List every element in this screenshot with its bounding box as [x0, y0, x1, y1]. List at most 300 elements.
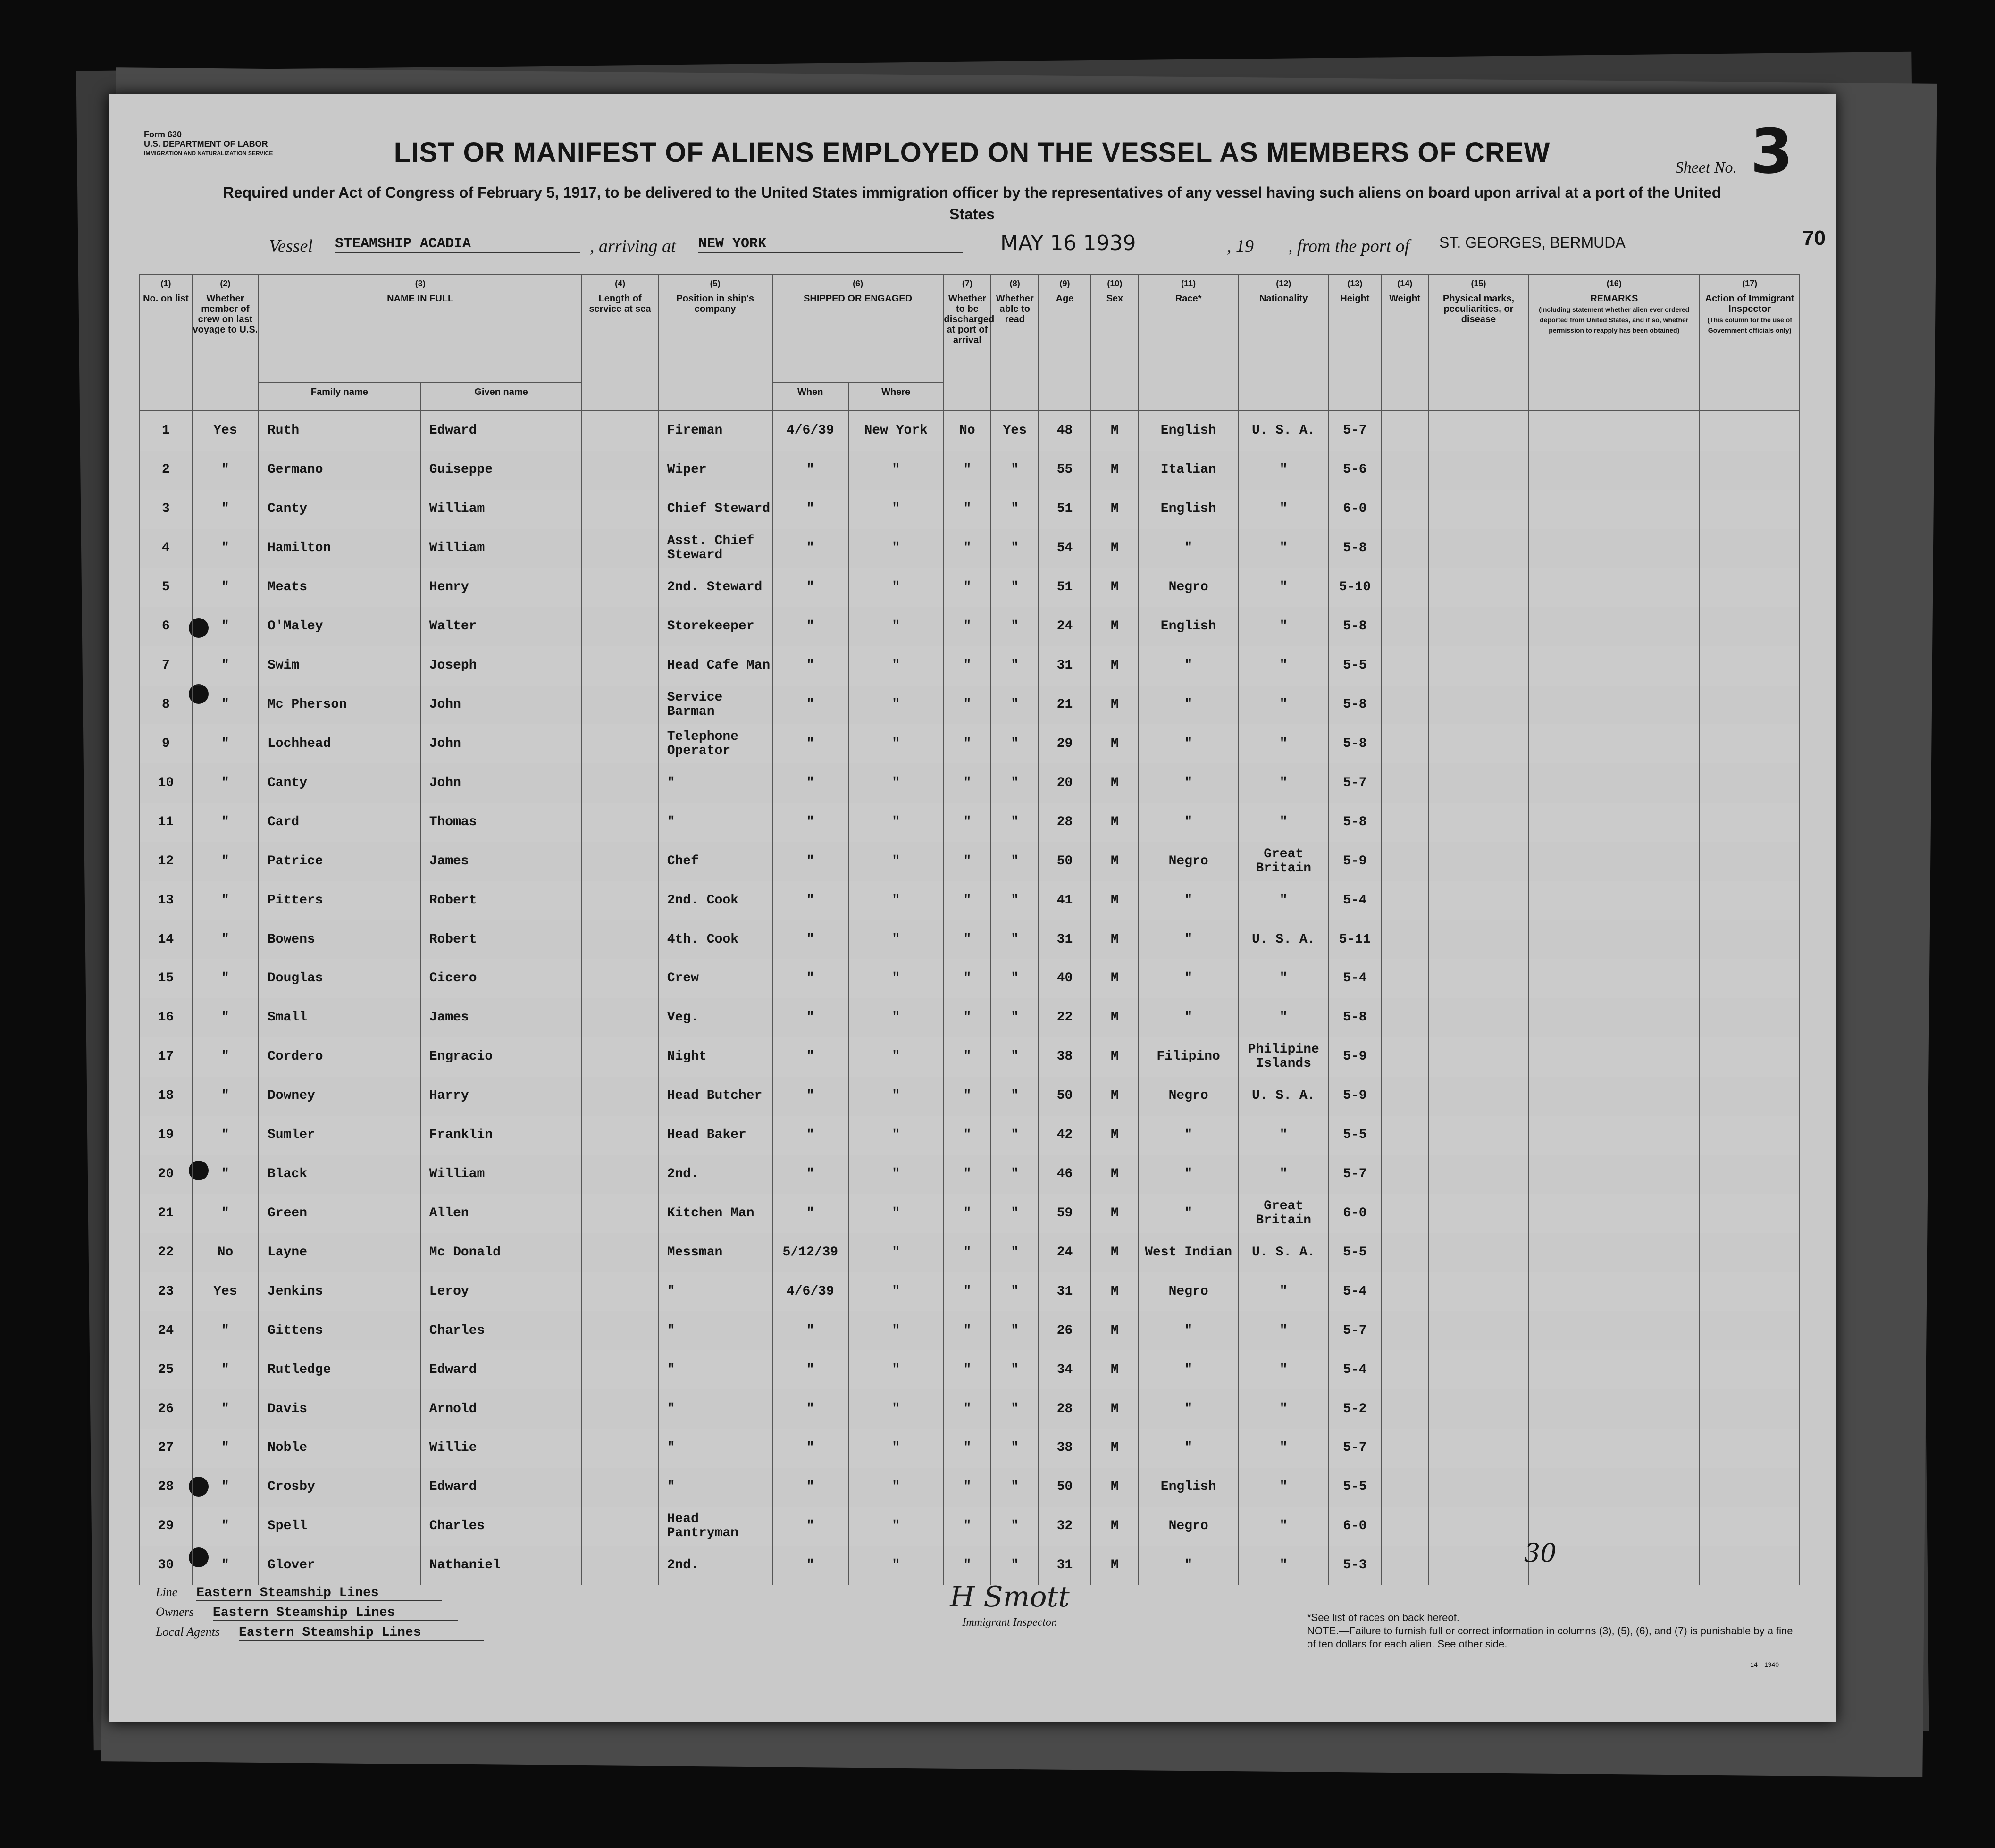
position-cell: Service Barman — [658, 686, 772, 725]
weight-cell — [1381, 1194, 1429, 1233]
shipped-when-cell: " — [772, 1389, 848, 1429]
discharged-cell: " — [944, 1546, 991, 1585]
row-number-cell: 8 — [140, 686, 192, 725]
sex-cell: M — [1091, 607, 1139, 646]
sex-cell: M — [1091, 881, 1139, 920]
height-cell: 5-8 — [1329, 998, 1381, 1037]
weight-cell — [1381, 959, 1429, 998]
family-name-cell: Bowens — [259, 920, 420, 959]
service-length-cell — [582, 1389, 658, 1429]
age-cell: 41 — [1039, 881, 1091, 920]
shipped-when-cell: " — [772, 1546, 848, 1585]
race-cell: " — [1139, 998, 1239, 1037]
remarks-cell — [1528, 803, 1700, 842]
family-name-cell: Noble — [259, 1429, 420, 1468]
last-voyage-cell: " — [192, 763, 259, 803]
height-cell: 5-7 — [1329, 1155, 1381, 1194]
able-to-read-cell: " — [991, 842, 1039, 881]
given-name-cell: Mc Donald — [420, 1233, 582, 1272]
inspector-action-cell — [1700, 803, 1800, 842]
family-name-cell: Small — [259, 998, 420, 1037]
physical-marks-cell — [1429, 1429, 1529, 1468]
race-cell: " — [1139, 724, 1239, 763]
table-row — [140, 1037, 1800, 1077]
row-number-cell: 22 — [140, 1233, 192, 1272]
last-voyage-cell: Yes — [192, 411, 259, 451]
table-row — [140, 803, 1800, 842]
family-name-cell: Jenkins — [259, 1272, 420, 1311]
col-sex-header: (10) Sex — [1091, 274, 1139, 411]
nationality-cell: Philipine Islands — [1238, 1037, 1329, 1077]
discharged-cell: " — [944, 959, 991, 998]
race-cell: " — [1139, 803, 1239, 842]
shipped-where-cell: " — [848, 1116, 944, 1155]
position-cell: 2nd. Steward — [658, 568, 772, 607]
shipped-where-cell: " — [848, 529, 944, 568]
given-name-cell: Charles — [420, 1507, 582, 1546]
discharged-cell: " — [944, 842, 991, 881]
last-voyage-cell: " — [192, 959, 259, 998]
shipped-where-cell: " — [848, 490, 944, 529]
race-cell: Negro — [1139, 1507, 1239, 1546]
given-name-cell: Willie — [420, 1429, 582, 1468]
family-name-cell: Davis — [259, 1389, 420, 1429]
last-voyage-cell: " — [192, 1155, 259, 1194]
height-cell: 5-9 — [1329, 842, 1381, 881]
race-cell: " — [1139, 920, 1239, 959]
remarks-cell — [1528, 724, 1700, 763]
row-number-cell: 13 — [140, 881, 192, 920]
given-name-cell: Thomas — [420, 803, 582, 842]
discharged-cell: " — [944, 724, 991, 763]
service-length-cell — [582, 724, 658, 763]
departure-port: ST. GEORGES, BERMUDA — [1439, 234, 1626, 251]
col-nationality-header: (12) Nationality — [1238, 274, 1329, 411]
row-number-cell: 7 — [140, 646, 192, 686]
row-number-cell: 4 — [140, 529, 192, 568]
height-cell: 5-9 — [1329, 1077, 1381, 1116]
last-voyage-cell: " — [192, 607, 259, 646]
col-where-header: Where — [848, 383, 944, 411]
shipped-when-cell: " — [772, 763, 848, 803]
row-number-cell: 28 — [140, 1468, 192, 1507]
family-name-cell: Mc Pherson — [259, 686, 420, 725]
given-name-cell: Guiseppe — [420, 451, 582, 490]
shipped-when-cell: " — [772, 1311, 848, 1350]
family-name-cell: Spell — [259, 1507, 420, 1546]
col-service-header: (4) Length of service at sea — [582, 274, 658, 411]
age-cell: 59 — [1039, 1194, 1091, 1233]
discharged-cell: " — [944, 1272, 991, 1311]
height-cell: 6-0 — [1329, 1194, 1381, 1233]
able-to-read-cell: " — [991, 724, 1039, 763]
physical-marks-cell — [1429, 763, 1529, 803]
shipped-where-cell: " — [848, 686, 944, 725]
height-cell: 5-4 — [1329, 959, 1381, 998]
position-cell: 2nd. — [658, 1155, 772, 1194]
physical-marks-cell — [1429, 842, 1529, 881]
remarks-cell — [1528, 490, 1700, 529]
given-name-cell: Robert — [420, 920, 582, 959]
race-cell: Negro — [1139, 1077, 1239, 1116]
race-cell: West Indian — [1139, 1233, 1239, 1272]
given-name-cell: Arnold — [420, 1389, 582, 1429]
position-cell: " — [658, 1272, 772, 1311]
weight-cell — [1381, 881, 1429, 920]
nationality-cell: " — [1238, 568, 1329, 607]
discharged-cell: " — [944, 529, 991, 568]
shipped-where-cell: " — [848, 724, 944, 763]
family-name-cell: Douglas — [259, 959, 420, 998]
height-cell: 5-4 — [1329, 1272, 1381, 1311]
page-subtitle: Required under Act of Congress of February 5, 1917, to be delivered to the United States immigration officer by the representatives of any vessel having such aliens on board upon arrival at a port of the United States — [223, 184, 1721, 223]
last-voyage-cell: " — [192, 568, 259, 607]
service-length-cell — [582, 998, 658, 1037]
weight-cell — [1381, 1233, 1429, 1272]
col-height-header: (13) Height — [1329, 274, 1381, 411]
age-cell: 42 — [1039, 1116, 1091, 1155]
shipped-when-cell: " — [772, 1350, 848, 1389]
remarks-cell — [1528, 920, 1700, 959]
shipped-when-cell: " — [772, 451, 848, 490]
crew-rows — [140, 411, 1800, 1585]
height-cell: 5-8 — [1329, 607, 1381, 646]
height-cell: 5-9 — [1329, 1037, 1381, 1077]
family-name-cell: Crosby — [259, 1468, 420, 1507]
able-to-read-cell: " — [991, 1546, 1039, 1585]
able-to-read-cell: " — [991, 1233, 1039, 1272]
physical-marks-cell — [1429, 959, 1529, 998]
able-to-read-cell: " — [991, 1311, 1039, 1350]
position-cell: " — [658, 1350, 772, 1389]
discharged-cell: " — [944, 1037, 991, 1077]
remarks-cell — [1528, 1116, 1700, 1155]
discharged-cell: No — [944, 411, 991, 451]
remarks-cell — [1528, 1194, 1700, 1233]
service-length-cell — [582, 1272, 658, 1311]
discharged-cell: " — [944, 1155, 991, 1194]
age-cell: 50 — [1039, 842, 1091, 881]
form-code: 14—1940 — [1750, 1661, 1779, 1668]
physical-marks-cell — [1429, 1233, 1529, 1272]
family-name-cell: Green — [259, 1194, 420, 1233]
position-cell: " — [658, 1429, 772, 1468]
col-age-header: (9) Age — [1039, 274, 1091, 411]
given-name-cell: William — [420, 1155, 582, 1194]
remarks-cell — [1528, 842, 1700, 881]
col-family-header: Family name — [259, 383, 420, 411]
last-voyage-cell: " — [192, 1116, 259, 1155]
physical-marks-cell — [1429, 1468, 1529, 1507]
sex-cell: M — [1091, 1389, 1139, 1429]
physical-marks-cell — [1429, 803, 1529, 842]
sex-cell: M — [1091, 842, 1139, 881]
physical-marks-cell — [1429, 1350, 1529, 1389]
year-label: , 19 — [1227, 236, 1254, 256]
sex-cell: M — [1091, 1037, 1139, 1077]
row-number-cell: 20 — [140, 1155, 192, 1194]
discharged-cell: " — [944, 646, 991, 686]
position-cell: " — [658, 1389, 772, 1429]
list-number: 70 — [1802, 226, 1826, 250]
inspector-action-cell — [1700, 646, 1800, 686]
able-to-read-cell: " — [991, 646, 1039, 686]
last-voyage-cell: " — [192, 803, 259, 842]
inspector-action-cell — [1700, 568, 1800, 607]
race-cell: Negro — [1139, 842, 1239, 881]
weight-cell — [1381, 1546, 1429, 1585]
height-cell: 5-6 — [1329, 451, 1381, 490]
col-physical-header: (15) Physical marks, peculiarities, or disease — [1429, 274, 1529, 411]
inspector-action-cell — [1700, 529, 1800, 568]
last-voyage-cell: Yes — [192, 1272, 259, 1311]
remarks-cell — [1528, 959, 1700, 998]
shipped-where-cell: " — [848, 451, 944, 490]
sex-cell: M — [1091, 998, 1139, 1037]
sex-cell: M — [1091, 1116, 1139, 1155]
family-name-cell: Swim — [259, 646, 420, 686]
race-cell: " — [1139, 881, 1239, 920]
shipped-where-cell: " — [848, 842, 944, 881]
shipped-where-cell: " — [848, 763, 944, 803]
able-to-read-cell: " — [991, 1389, 1039, 1429]
row-number-cell: 29 — [140, 1507, 192, 1546]
remarks-cell — [1528, 451, 1700, 490]
table-row — [140, 1233, 1800, 1272]
remarks-cell — [1528, 1350, 1700, 1389]
given-name-cell: James — [420, 998, 582, 1037]
weight-cell — [1381, 686, 1429, 725]
able-to-read-cell: " — [991, 607, 1039, 646]
shipped-where-cell: " — [848, 1037, 944, 1077]
physical-marks-cell — [1429, 607, 1529, 646]
table-row — [140, 998, 1800, 1037]
age-cell: 51 — [1039, 490, 1091, 529]
sex-cell: M — [1091, 1233, 1139, 1272]
shipped-where-cell: " — [848, 881, 944, 920]
inspector-action-cell — [1700, 959, 1800, 998]
row-number-cell: 26 — [140, 1389, 192, 1429]
able-to-read-cell: " — [991, 920, 1039, 959]
height-cell: 5-8 — [1329, 529, 1381, 568]
physical-marks-cell — [1429, 1194, 1529, 1233]
race-cell: " — [1139, 1311, 1239, 1350]
discharged-cell: " — [944, 1233, 991, 1272]
form-number: Form 630 — [144, 130, 182, 139]
sheet-number-label: Sheet No. — [1675, 159, 1737, 176]
inspector-action-cell — [1700, 998, 1800, 1037]
race-cell: Negro — [1139, 1272, 1239, 1311]
position-cell: Head Pantryman — [658, 1507, 772, 1546]
height-cell: 5-4 — [1329, 1350, 1381, 1389]
inspector-label: Immigrant Inspector. — [911, 1614, 1109, 1629]
race-cell: English — [1139, 1468, 1239, 1507]
family-name-cell: Canty — [259, 763, 420, 803]
remarks-cell — [1528, 881, 1700, 920]
given-name-cell: Edward — [420, 1350, 582, 1389]
inspector-action-cell — [1700, 490, 1800, 529]
sex-cell: M — [1091, 646, 1139, 686]
age-cell: 34 — [1039, 1350, 1091, 1389]
col-weight-header: (14) Weight — [1381, 274, 1429, 411]
position-cell: 2nd. Cook — [658, 881, 772, 920]
nationality-cell: " — [1238, 1507, 1329, 1546]
shipped-when-cell: " — [772, 1194, 848, 1233]
row-number-cell: 27 — [140, 1429, 192, 1468]
shipped-when-cell: " — [772, 724, 848, 763]
sex-cell: M — [1091, 568, 1139, 607]
able-to-read-cell: " — [991, 1468, 1039, 1507]
position-cell: Night — [658, 1037, 772, 1077]
remarks-cell — [1528, 1155, 1700, 1194]
footer-agents — [156, 1585, 484, 1645]
inspector-action-cell — [1700, 724, 1800, 763]
table-row — [140, 1389, 1800, 1429]
last-voyage-cell: " — [192, 1468, 259, 1507]
position-cell: Wiper — [658, 451, 772, 490]
height-cell: 6-0 — [1329, 490, 1381, 529]
inspector-action-cell — [1700, 1155, 1800, 1194]
able-to-read-cell: " — [991, 998, 1039, 1037]
table-row — [140, 842, 1800, 881]
table-row — [140, 724, 1800, 763]
table-row — [140, 959, 1800, 998]
service-length-cell — [582, 1311, 658, 1350]
table-row — [140, 686, 1800, 725]
last-voyage-cell: " — [192, 1389, 259, 1429]
position-cell: Chef — [658, 842, 772, 881]
sex-cell: M — [1091, 1272, 1139, 1311]
inspector-action-cell — [1700, 1429, 1800, 1468]
sex-cell: M — [1091, 1507, 1139, 1546]
able-to-read-cell: " — [991, 568, 1039, 607]
last-voyage-cell: " — [192, 1194, 259, 1233]
family-name-cell: Sumler — [259, 1116, 420, 1155]
sex-cell: M — [1091, 1468, 1139, 1507]
table-row — [140, 763, 1800, 803]
discharged-cell: " — [944, 803, 991, 842]
nationality-cell: U. S. A. — [1238, 1077, 1329, 1116]
remarks-cell — [1528, 686, 1700, 725]
col-name-header: (3) NAME IN FULL — [259, 274, 582, 383]
shipped-where-cell: " — [848, 959, 944, 998]
agents-label: Local Agents — [156, 1625, 220, 1639]
weight-cell — [1381, 1468, 1429, 1507]
weight-cell — [1381, 451, 1429, 490]
sex-cell: M — [1091, 1429, 1139, 1468]
position-cell: Storekeeper — [658, 607, 772, 646]
family-name-cell: Rutledge — [259, 1350, 420, 1389]
last-voyage-cell: " — [192, 529, 259, 568]
inspector-action-cell — [1700, 920, 1800, 959]
sex-cell: M — [1091, 920, 1139, 959]
crew-manifest-table — [139, 274, 1800, 1585]
arrival-port: NEW YORK — [698, 236, 963, 253]
shipped-when-cell: " — [772, 607, 848, 646]
remarks-cell — [1528, 1077, 1700, 1116]
inspector-action-cell — [1700, 451, 1800, 490]
sex-cell: M — [1091, 763, 1139, 803]
age-cell: 22 — [1039, 998, 1091, 1037]
shipped-when-cell: " — [772, 529, 848, 568]
shipped-when-cell: 4/6/39 — [772, 411, 848, 451]
table-row — [140, 1272, 1800, 1311]
family-name-cell: Germano — [259, 451, 420, 490]
nationality-cell: " — [1238, 803, 1329, 842]
age-cell: 51 — [1039, 568, 1091, 607]
shipped-where-cell: " — [848, 1507, 944, 1546]
last-voyage-cell: " — [192, 1507, 259, 1546]
race-cell: " — [1139, 1194, 1239, 1233]
service-length-cell — [582, 920, 658, 959]
inspector-action-cell — [1700, 1116, 1800, 1155]
height-cell: 5-7 — [1329, 411, 1381, 451]
nationality-cell: " — [1238, 1429, 1329, 1468]
weight-cell — [1381, 1116, 1429, 1155]
nationality-cell: " — [1238, 959, 1329, 998]
page-title: LIST OR MANIFEST OF ALIENS EMPLOYED ON THE VESSEL AS MEMBERS OF CREW — [394, 137, 1551, 168]
nationality-cell: " — [1238, 1546, 1329, 1585]
vessel-label: Vessel — [269, 236, 313, 256]
given-name-cell: Robert — [420, 881, 582, 920]
height-cell: 5-8 — [1329, 686, 1381, 725]
family-name-cell: Ruth — [259, 411, 420, 451]
row-number-cell: 23 — [140, 1272, 192, 1311]
shipped-where-cell: " — [848, 1233, 944, 1272]
row-number-cell: 9 — [140, 724, 192, 763]
shipped-when-cell: " — [772, 803, 848, 842]
sex-cell: M — [1091, 724, 1139, 763]
given-name-cell: Joseph — [420, 646, 582, 686]
shipped-when-cell: " — [772, 1429, 848, 1468]
physical-marks-cell — [1429, 1037, 1529, 1077]
row-number-cell: 10 — [140, 763, 192, 803]
discharged-cell: " — [944, 1350, 991, 1389]
nationality-cell: " — [1238, 646, 1329, 686]
shipped-when-cell: 5/12/39 — [772, 1233, 848, 1272]
discharged-cell: " — [944, 763, 991, 803]
nationality-cell: Great Britain — [1238, 842, 1329, 881]
table-row — [140, 607, 1800, 646]
service-length-cell — [582, 1233, 658, 1272]
shipped-when-cell: " — [772, 959, 848, 998]
agents-value: Eastern Steamship Lines — [239, 1625, 484, 1641]
discharged-cell: " — [944, 607, 991, 646]
service-length-cell — [582, 529, 658, 568]
col-shipped-header: (6) SHIPPED OR ENGAGED — [772, 274, 944, 383]
remarks-cell — [1528, 568, 1700, 607]
weight-cell — [1381, 1429, 1429, 1468]
last-voyage-cell: " — [192, 1350, 259, 1389]
family-name-cell: Glover — [259, 1546, 420, 1585]
footnotes — [1307, 1611, 1802, 1651]
last-voyage-cell: " — [192, 490, 259, 529]
inspector-signature: H Smott — [950, 1580, 1070, 1614]
weight-cell — [1381, 1077, 1429, 1116]
row-number-cell: 25 — [140, 1350, 192, 1389]
sheet-number: 3 — [1750, 116, 1793, 187]
header-row — [140, 274, 1800, 383]
shipped-when-cell: " — [772, 1468, 848, 1507]
last-voyage-cell: " — [192, 724, 259, 763]
table-row — [140, 490, 1800, 529]
age-cell: 40 — [1039, 959, 1091, 998]
weight-cell — [1381, 1311, 1429, 1350]
nationality-cell: " — [1238, 724, 1329, 763]
able-to-read-cell: " — [991, 763, 1039, 803]
able-to-read-cell: " — [991, 1507, 1039, 1546]
nationality-cell: " — [1238, 607, 1329, 646]
